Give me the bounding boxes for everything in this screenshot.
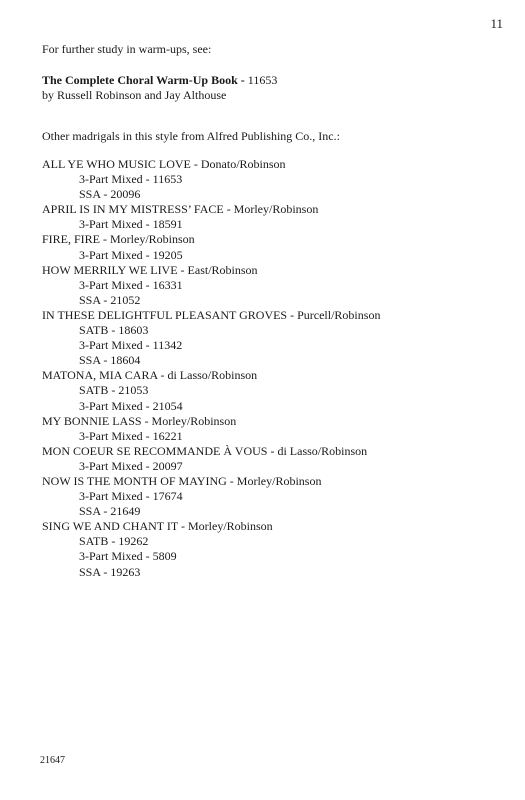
madrigal-entry <box>42 202 502 232</box>
madrigal-entry <box>42 414 502 444</box>
madrigal-title: IN THESE DELIGHTFUL PLEASANT GROVES - Purcell/Robinson <box>42 307 381 322</box>
voicing-line: 3-Part Mixed - 11342 <box>79 338 183 353</box>
book-reference <box>42 73 277 103</box>
voicing-line: 3-Part Mixed - 11653 <box>79 172 183 187</box>
voicing-line: 3-Part Mixed - 16331 <box>79 277 183 292</box>
madrigal-title: APRIL IS IN MY MISTRESS’ FACE - Morley/Robinson <box>42 202 319 217</box>
book-title-line <box>42 73 277 88</box>
book-title: The Complete Choral Warm-Up Book - <box>42 73 245 87</box>
voicing-line: SSA - 19263 <box>79 564 141 579</box>
voicing-line: 3-Part Mixed - 18591 <box>79 217 183 232</box>
madrigal-title: ALL YE WHO MUSIC LOVE - Donato/Robinson <box>42 157 286 171</box>
madrigal-entry <box>42 444 502 474</box>
madrigal-entry <box>42 157 502 202</box>
voicing-line: SSA - 20096 <box>79 187 141 202</box>
page-number: 11 <box>490 16 503 31</box>
voicing-line: 3-Part Mixed - 20097 <box>79 458 183 473</box>
voicing-line: SSA - 21649 <box>79 504 141 519</box>
voicing-line: 3-Part Mixed - 19205 <box>79 247 183 262</box>
madrigal-title: NOW IS THE MONTH OF MAYING - Morley/Robinson <box>42 473 322 488</box>
madrigals-intro: Other madrigals in this style from Alfred Publishing Co., Inc.: <box>42 129 340 143</box>
voicing-line: 3-Part Mixed - 21054 <box>79 398 183 413</box>
voicing-line: SATB - 18603 <box>79 323 149 338</box>
voicing-line: SSA - 18604 <box>79 353 141 368</box>
voicing-line: SATB - 21053 <box>79 383 149 398</box>
madrigal-entry <box>42 232 502 262</box>
madrigal-entry <box>42 368 502 413</box>
madrigal-entry <box>42 519 502 579</box>
madrigal-entry <box>42 263 502 308</box>
voicing-line: SATB - 19262 <box>79 534 149 549</box>
book-number: 11653 <box>244 73 278 87</box>
voicing-line: 3-Part Mixed - 5809 <box>79 549 177 564</box>
madrigal-title: MON COEUR SE RECOMMANDE À VOUS - di Lasso/Robinson <box>42 443 368 458</box>
madrigal-list <box>42 157 502 580</box>
madrigal-entry <box>42 308 502 368</box>
voicing-line: SSA - 21052 <box>79 292 141 307</box>
madrigal-title: HOW MERRILY WE LIVE - East/Robinson <box>42 262 258 277</box>
madrigal-title: FIRE, FIRE - Morley/Robinson <box>42 232 195 247</box>
book-authors: by Russell Robinson and Jay Althouse <box>42 88 227 102</box>
madrigal-title: MATONA, MIA CARA - di Lasso/Robinson <box>42 368 258 383</box>
voicing-line: 3-Part Mixed - 16221 <box>79 428 183 443</box>
madrigal-title: SING WE AND CHANT IT - Morley/Robinson <box>42 519 273 534</box>
voicing-line: 3-Part Mixed - 17674 <box>79 489 183 504</box>
madrigal-title: MY BONNIE LASS - Morley/Robinson <box>42 413 237 428</box>
intro-text: For further study in warm-ups, see: <box>42 42 212 56</box>
madrigal-entry <box>42 474 502 519</box>
catalog-number: 21647 <box>40 755 65 766</box>
